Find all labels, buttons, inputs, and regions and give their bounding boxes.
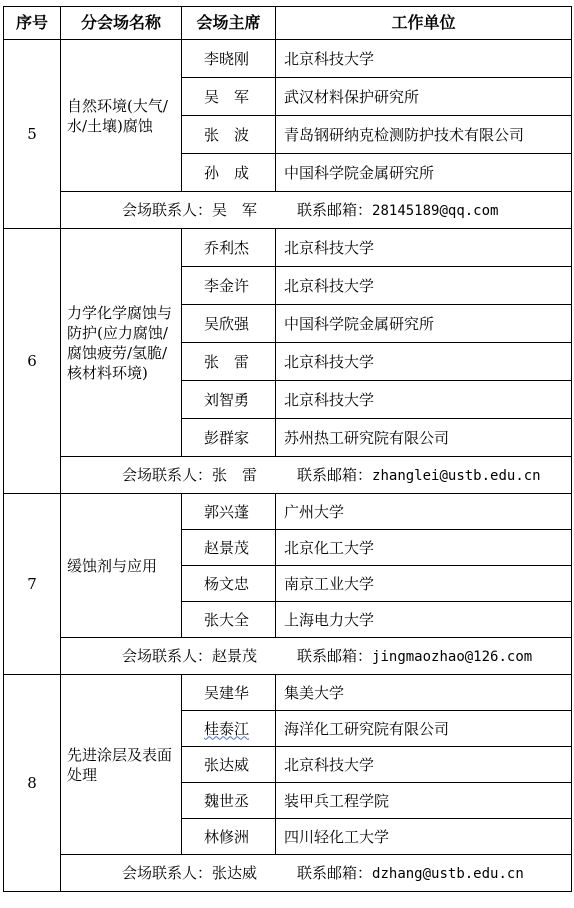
chair-unit: 装甲兵工程学院 xyxy=(276,783,572,819)
session-index: 7 xyxy=(4,494,61,675)
chair-name: 张大全 xyxy=(182,602,276,638)
contact-row xyxy=(4,855,572,892)
chair-unit: 海洋化工研究院有限公司 xyxy=(276,711,572,747)
chair-unit: 青岛钢研纳克检测防护技术有限公司 xyxy=(276,116,572,154)
chair-unit: 北京科技大学 xyxy=(276,343,572,381)
session-contact xyxy=(61,638,572,675)
email-label: 联系邮箱： xyxy=(297,646,373,665)
chair-unit: 北京科技大学 xyxy=(276,267,572,305)
contact-person: 会场联系人：张达威 xyxy=(122,863,258,882)
chair-name: 李晓刚 xyxy=(182,40,276,78)
chair-name: 郭兴蓬 xyxy=(182,494,276,530)
contact-email: dzhang@ustb.edu.cn xyxy=(372,865,524,882)
email-label: 联系邮箱： xyxy=(297,465,373,484)
contact-email: 28145189@qq.com xyxy=(372,202,499,219)
session-name: 先进涂层及表面处理 xyxy=(61,675,182,855)
chair-name: 张 雷 xyxy=(182,343,276,381)
session-index: 8 xyxy=(4,675,61,892)
table-row xyxy=(4,494,572,530)
chair-unit: 中国科学院金属研究所 xyxy=(276,305,572,343)
chair-name: 吴建华 xyxy=(182,675,276,711)
session-name: 缓蚀剂与应用 xyxy=(61,494,182,638)
table-row xyxy=(4,40,572,78)
email-label: 联系邮箱： xyxy=(297,863,373,882)
session-contact xyxy=(61,457,572,494)
chair-unit: 上海电力大学 xyxy=(276,602,572,638)
contact-person: 会场联系人：赵景茂 xyxy=(122,646,258,665)
contact-row xyxy=(4,638,572,675)
chair-name: 李金许 xyxy=(182,267,276,305)
chair-name: 刘智勇 xyxy=(182,381,276,419)
session-contact xyxy=(61,192,572,229)
contact-row xyxy=(4,457,572,494)
session-contact xyxy=(61,855,572,892)
table-row xyxy=(4,229,572,267)
session-table xyxy=(3,6,572,892)
chair-unit: 集美大学 xyxy=(276,675,572,711)
chair-name: 吴 军 xyxy=(182,78,276,116)
chair-name: 乔利杰 xyxy=(182,229,276,267)
chair-name xyxy=(182,711,276,747)
contact-email: zhanglei@ustb.edu.cn xyxy=(372,467,541,484)
chair-unit: 南京工业大学 xyxy=(276,566,572,602)
chair-unit: 北京科技大学 xyxy=(276,229,572,267)
header-session-name: 分会场名称 xyxy=(61,7,182,40)
chair-unit: 广州大学 xyxy=(276,494,572,530)
chair-name: 赵景茂 xyxy=(182,530,276,566)
chair-name-text: 桂泰江 xyxy=(204,719,250,738)
chair-name: 彭群家 xyxy=(182,419,276,457)
session-index: 5 xyxy=(4,40,61,229)
contact-email: jingmaozhao@126.com xyxy=(372,648,533,665)
session-index: 6 xyxy=(4,229,61,494)
chair-unit: 北京科技大学 xyxy=(276,381,572,419)
table-row xyxy=(4,675,572,711)
contact-person: 会场联系人：张 雷 xyxy=(122,465,258,484)
chair-unit: 中国科学院金属研究所 xyxy=(276,154,572,192)
contact-row xyxy=(4,192,572,229)
session-name: 自然环境(大气/水/土壤)腐蚀 xyxy=(61,40,182,192)
chair-name: 林修洲 xyxy=(182,819,276,855)
chair-name: 杨文忠 xyxy=(182,566,276,602)
chair-name: 张达威 xyxy=(182,747,276,783)
contact-person: 会场联系人：吴 军 xyxy=(122,200,258,219)
header-row xyxy=(4,7,572,40)
session-name: 力学化学腐蚀与防护(应力腐蚀/腐蚀疲劳/氢脆/核材料环境) xyxy=(61,229,182,457)
chair-unit: 北京科技大学 xyxy=(276,40,572,78)
chair-unit: 四川轻化工大学 xyxy=(276,819,572,855)
header-unit: 工作单位 xyxy=(276,7,572,40)
chair-unit: 北京化工大学 xyxy=(276,530,572,566)
chair-name: 吴欣强 xyxy=(182,305,276,343)
chair-unit: 苏州热工研究院有限公司 xyxy=(276,419,572,457)
header-index: 序号 xyxy=(4,7,61,40)
chair-unit: 武汉材料保护研究所 xyxy=(276,78,572,116)
email-label: 联系邮箱： xyxy=(297,200,373,219)
chair-unit: 北京科技大学 xyxy=(276,747,572,783)
header-chair: 会场主席 xyxy=(182,7,276,40)
chair-name: 孙 成 xyxy=(182,154,276,192)
chair-name: 魏世丞 xyxy=(182,783,276,819)
chair-name: 张 波 xyxy=(182,116,276,154)
